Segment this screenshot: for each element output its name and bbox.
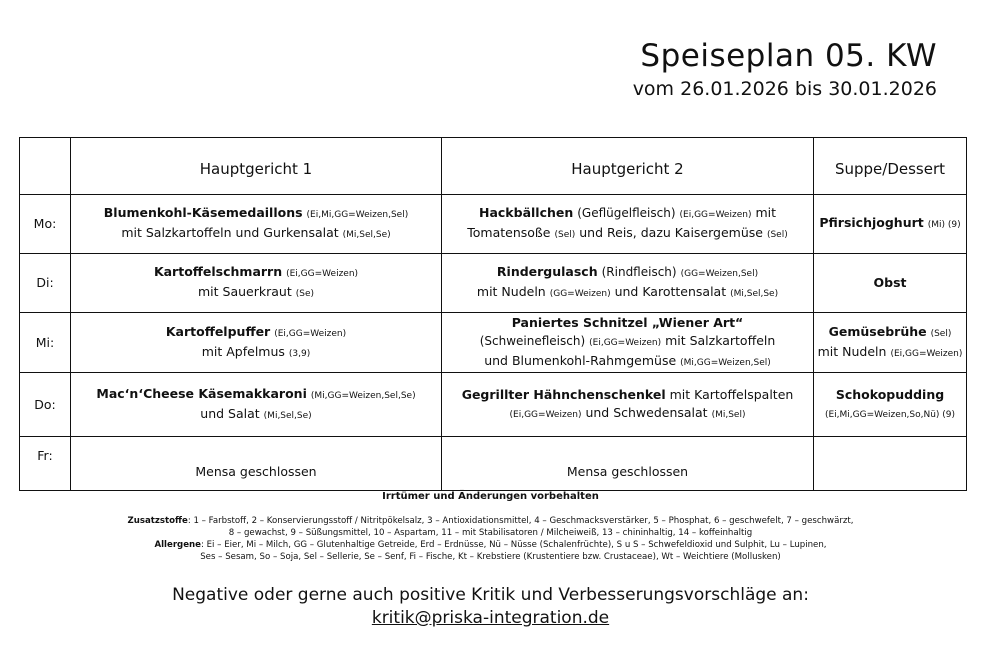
- dish-name: Pfirsichjoghurt: [819, 215, 924, 230]
- column-header-hauptgericht-1: Hauptgericht 1: [71, 138, 442, 195]
- meat-type: (Schweinefleisch): [479, 333, 586, 348]
- day-label: Mi:: [20, 313, 71, 373]
- feedback-text: Negative oder gerne auch positive Kritik und Verbesserungsvorschläge an:: [172, 585, 809, 605]
- dish-text: mit: [755, 205, 776, 220]
- page-title: Speiseplan 05. KW: [640, 38, 937, 74]
- dish-cell-h1: [71, 313, 442, 373]
- allergens: (Mi) (9): [927, 220, 961, 230]
- dish-name: Blumenkohl-Käsemedaillons: [103, 205, 303, 220]
- side-dish: mit Apfelmus: [201, 343, 285, 359]
- allergens: (Mi,Sel): [711, 409, 746, 420]
- dish-cell-suppe-dessert: [814, 254, 967, 313]
- allergens: (GG=Weizen): [549, 289, 611, 299]
- table-row-monday: [20, 195, 967, 254]
- dish-name: Obst: [873, 275, 907, 290]
- allergens-label: Allergene: [154, 540, 201, 550]
- additives-label: Zusatzstoffe: [127, 516, 188, 526]
- dish-cell-h2: [442, 313, 814, 373]
- allergens: (Ei,GG=Weizen): [286, 269, 359, 279]
- dish-cell-suppe-dessert: [814, 313, 967, 373]
- dish-cell-h2: [442, 437, 814, 491]
- table-header-row: [20, 138, 967, 195]
- table-row-tuesday: [20, 254, 967, 313]
- day-label: Fr:: [20, 437, 71, 491]
- allergens: (Se): [295, 289, 314, 299]
- allergens: (Ei,Mi,GG=Weizen,So,Nü) (9): [824, 409, 956, 420]
- corner-cell: [20, 138, 71, 195]
- allergens: (Sel): [766, 230, 788, 240]
- allergens: (GG=Weizen,Sel): [680, 269, 759, 279]
- dish-cell-h1: [71, 195, 442, 254]
- allergens: (Mi,GG=Weizen,Sel,Se): [310, 390, 416, 401]
- dish-name: Schokopudding: [835, 386, 945, 402]
- allergens: (Ei,GG=Weizen): [589, 337, 662, 348]
- dish-name: Rindergulasch: [496, 264, 598, 279]
- dish-cell-h2: [442, 254, 814, 313]
- meat-type: (Rindfleisch): [601, 265, 677, 279]
- disclaimer: Irrtümer und Änderungen vorbehalten: [382, 491, 599, 502]
- dish-name: Kartoffelpuffer: [165, 323, 271, 339]
- allergens: (Ei,GG=Weizen): [509, 409, 582, 420]
- allergens: (3,9): [288, 348, 311, 359]
- dish-cell-h1: [71, 373, 442, 437]
- dish-name: Gegrillter Hähnchenschenkel: [461, 386, 666, 402]
- date-range: vom 26.01.2026 bis 30.01.2026: [632, 78, 937, 100]
- dish-cell-suppe-dessert: [814, 437, 967, 491]
- column-header-suppe-dessert: Suppe/Dessert: [814, 138, 967, 195]
- menu-table: [19, 137, 967, 491]
- dish-cell-h1: [71, 437, 442, 491]
- dish-name: Paniertes Schnitzel „Wiener Art“: [511, 314, 744, 330]
- additives-line-1: [0, 515, 981, 527]
- dish-text: mit Salzkartoffeln: [665, 332, 776, 348]
- dish-cell-h1: [71, 254, 442, 313]
- closed-notice: Mensa geschlossen: [195, 464, 317, 479]
- day-label: Di:: [20, 254, 71, 313]
- additives-allergens-legend: [0, 515, 981, 563]
- dish-name: Gemüsebrühe: [828, 323, 927, 339]
- dish-cell-suppe-dessert: [814, 373, 967, 437]
- dish-cell-h2: [442, 195, 814, 254]
- side-dish: und Salat: [200, 405, 260, 421]
- allergens: (Sel): [554, 230, 576, 240]
- side-dish: mit Sauerkraut: [198, 284, 292, 299]
- dish-text: Tomatensoße: [467, 225, 551, 240]
- allergens: (Ei,GG=Weizen): [274, 328, 347, 339]
- allergens-line-1: [0, 539, 981, 551]
- table-row-wednesday: [20, 313, 967, 373]
- allergens: (Mi,Sel,Se): [730, 289, 779, 299]
- additives-line-2: 8 – gewachst, 9 – Süßungsmittel, 10 – Aspartam, 11 – mit Stabilisatoren / Milcheiweiß, 13 – chininhaltig, 14 – koffeinhaltig: [228, 528, 753, 538]
- dish-cell-h2: [442, 373, 814, 437]
- additives-text: : 1 – Farbstoff, 2 – Konservierungsstoff / Nitritpökelsalz, 3 – Antioxidationsmittel, 4 – Geschmacksverstärker, 5 – Phosphat, 6 – geschwefelt, 7 – geschwärzt,: [187, 516, 854, 526]
- feedback-section: [0, 584, 981, 630]
- dish-text: mit Nudeln: [476, 284, 546, 299]
- allergens: (Ei,GG=Weizen): [890, 348, 963, 359]
- side-dish: mit Salzkartoffeln und Gurkensalat: [121, 225, 339, 240]
- allergens: (Sel): [930, 328, 952, 339]
- allergens: (Ei,Mi,GG=Weizen,Sel): [306, 210, 409, 220]
- header: [633, 38, 937, 102]
- day-label: Mo:: [20, 195, 71, 254]
- table-row-friday: [20, 437, 967, 491]
- dish-text: und Blumenkohl-Rahmgemüse: [484, 352, 677, 368]
- dish-name: Mac‘n‘Cheese Käsemakkaroni: [96, 385, 307, 401]
- day-label: Do:: [20, 373, 71, 437]
- allergens-text: : Ei – Eier, Mi – Milch, GG – Glutenhaltige Getreide, Erd – Erdnüsse, Nü – Nüsse (Schalenfrüchte), S u S – Schwefeldioxid und Sulphit, Lu – Lupinen,: [201, 540, 827, 550]
- dish-cell-suppe-dessert: [814, 195, 967, 254]
- table-row-thursday: [20, 373, 967, 437]
- meat-type: (Geflügelfleisch): [577, 206, 676, 220]
- allergens: (Ei,GG=Weizen): [679, 210, 752, 220]
- allergens: (Mi,Sel,Se): [342, 230, 391, 240]
- closed-notice: Mensa geschlossen: [566, 464, 689, 479]
- dish-text: und Schwedensalat: [585, 404, 708, 420]
- dish-text: und Reis, dazu Kaisergemüse: [579, 225, 763, 240]
- allergens: (Mi,Sel,Se): [263, 410, 312, 421]
- column-header-hauptgericht-2: Hauptgericht 2: [442, 138, 814, 195]
- side-dish: mit Nudeln: [817, 343, 887, 359]
- dish-name: Kartoffelschmarrn: [153, 264, 283, 279]
- dish-text: und Karottensalat: [614, 284, 727, 299]
- dish-text: mit Kartoffelspalten: [669, 386, 794, 402]
- dish-name: Hackbällchen: [479, 205, 574, 220]
- allergens: (Mi,GG=Weizen,Sel): [680, 357, 771, 368]
- allergens-line-2: Ses – Sesam, So – Soja, Sel – Sellerie, Se – Senf, Fi – Fische, Kt – Krebstiere (Krustentiere bzw. Crustaceae), Wt – Weichtiere (Mollusken): [200, 552, 781, 562]
- feedback-email-link[interactable]: kritik@priska-integration.de: [371, 608, 610, 628]
